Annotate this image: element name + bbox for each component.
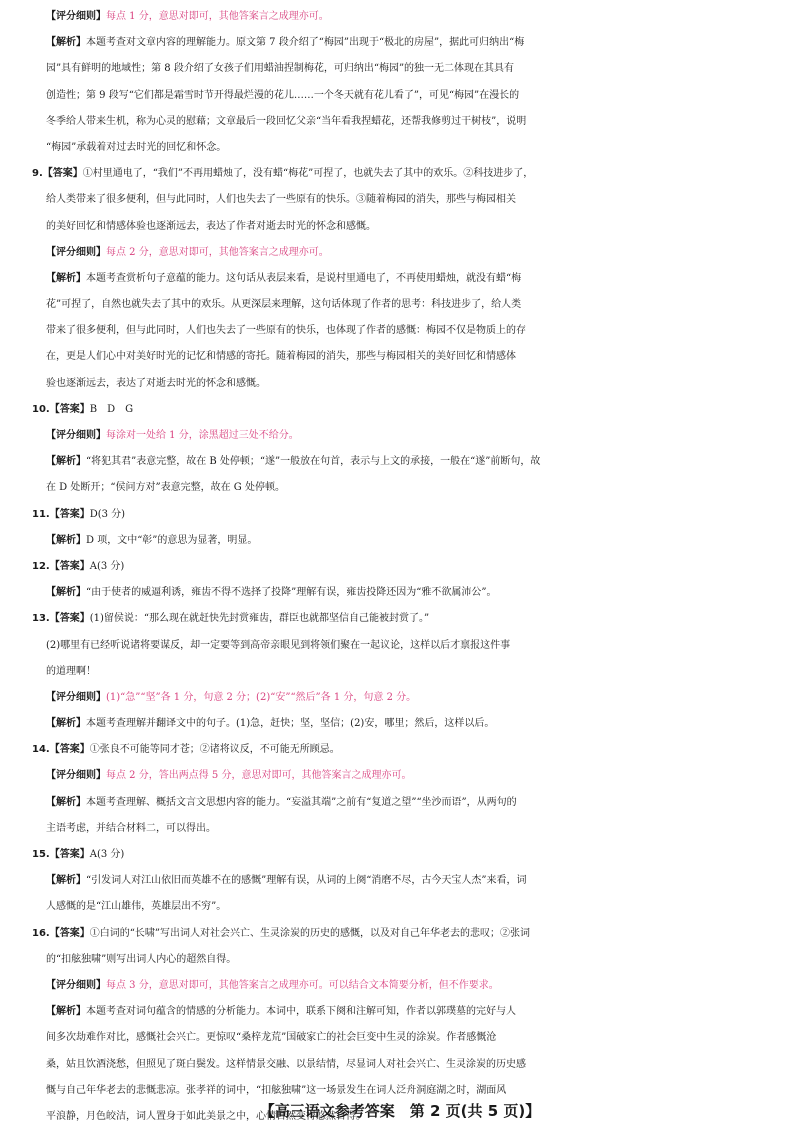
section-tag: 【评分细则】 xyxy=(46,11,106,22)
text-line xyxy=(0,737,800,763)
body-text: 验也逐渐远去，表达了对逝去时光的怀念和感慨。 xyxy=(46,377,266,389)
text-line xyxy=(0,109,800,135)
body-text: 间多次劫难作对比，感慨社会兴亡。更惊叹“桑梓龙荒”国破家亡的社会巨变中生灵的涂炭。作者感慨沧 xyxy=(46,1032,497,1044)
text-line xyxy=(0,266,800,292)
body-text: 创造性；第 9 段写“它们都是霜雪时节开得最烂漫的花儿……一个冬天就有花儿看了”，可见“梅园”在漫长的 xyxy=(46,89,520,101)
page-footer: 【高三语文参考答案 第 2 页(共 5 页)】 xyxy=(259,1102,541,1120)
text-line xyxy=(0,842,800,868)
body-text: 在，更是人们心中对美好时光的记忆和情感的寄托。随着梅园的消失，那些与梅园相关的美好回忆和情感体 xyxy=(46,351,516,363)
text-line xyxy=(0,135,800,161)
body-text: 本题考查对文章内容的理解能力。原文第 7 段介绍了“梅园”出现于“极北的房屋”，据此可归纳出“梅 xyxy=(86,37,525,49)
question-number: 12. xyxy=(32,560,50,572)
text-line xyxy=(0,4,800,30)
text-line xyxy=(0,711,800,737)
question-number: 11. xyxy=(32,508,50,520)
section-tag: 【解析】 xyxy=(46,272,86,284)
scoring-text: 每涂对一处给 1 分，涂黑超过三处不给分。 xyxy=(106,430,299,441)
text-line xyxy=(0,763,800,789)
text-line xyxy=(0,56,800,82)
text-line xyxy=(0,606,800,632)
body-text: 桑，姑且饮酒浇愁，但照见了斑白鬓发。这样情景交融、以景结情，尽显词人对社会兴亡、生灵涂炭的历史感 xyxy=(46,1058,526,1070)
body-text: 给人类带来了很多便利，但与此同时，人们也失去了一些原有的快乐。③随着梅园的消失，那些与梅园相关 xyxy=(46,194,516,206)
text-line xyxy=(0,921,800,947)
section-tag: 【评分细则】 xyxy=(46,691,106,703)
body-text: “将犯其君”表意完整，故在 B 处停顿；“遂”一般放在句首，表示与上文的承接，一般在“遂”前断句，故 xyxy=(86,456,541,468)
text-line xyxy=(0,999,800,1025)
section-tag: 【答案】 xyxy=(49,403,90,415)
text-line xyxy=(0,580,800,606)
section-tag: 【解析】 xyxy=(46,875,86,887)
question-number: 14. xyxy=(32,744,50,756)
body-text: A(3 分) xyxy=(89,560,125,572)
section-tag: 【答案】 xyxy=(49,560,90,572)
body-text: ①张良不可能等同才苍；②诸将议反，不可能无所顾忌。 xyxy=(89,744,340,756)
text-line xyxy=(0,292,800,318)
section-tag: 【评分细则】 xyxy=(46,979,106,991)
body-text: 本题考查对词句蕴含的情感的分析能力。本词中，联系下阕和注解可知，作者以郭璞墓的完好与人 xyxy=(86,1006,516,1018)
text-line xyxy=(0,1052,800,1078)
text-line xyxy=(0,633,800,659)
body-text: D 项，文中“彰”的意思为显著，明显。 xyxy=(86,534,258,546)
body-text: A(3 分) xyxy=(89,849,125,860)
body-text: ①村里通电了，“我们”不再用蜡烛了，没有蜡“梅花”可捏了，也就失去了其中的欢乐。②科技进步了， xyxy=(82,168,534,180)
body-text: 在 D 处断开；“侯问方对”表意完整，故在 G 处停顿。 xyxy=(46,482,285,494)
text-line xyxy=(0,83,800,109)
body-text: B D G xyxy=(89,403,134,415)
body-text: 的道理啊！ xyxy=(46,665,96,677)
body-text: 本题考查理解并翻译文中的句子。(1)急，赶快；坚，坚信；(2)安，哪里；然后，这样以后。 xyxy=(86,718,495,730)
text-line xyxy=(0,894,800,920)
section-tag: 【评分细则】 xyxy=(46,770,106,782)
body-text: 人感慨的是“江山雄伟，英雄层出不穷”。 xyxy=(46,901,227,913)
section-tag: 【评分细则】 xyxy=(46,246,106,258)
section-tag: 【答案】 xyxy=(49,927,90,939)
body-text: 的美好回忆和情感体验也逐渐远去，表达了作者对逝去时光的怀念和感慨。 xyxy=(46,220,376,232)
text-line xyxy=(0,685,800,711)
scoring-text: (1)“急”“坚”各 1 分，句意 2 分；(2)“安”“然后”各 1 分，句意 2 分。 xyxy=(106,691,417,703)
section-tag: 【答案】 xyxy=(49,744,90,756)
text-line xyxy=(0,397,800,423)
text-line xyxy=(0,1025,800,1051)
question-number: 10. xyxy=(32,403,50,415)
body-text: (1)留侯说：“那么现在就赶快先封赏雍齿，群臣也就都坚信自己能被封赏了。” xyxy=(89,613,430,625)
text-line xyxy=(0,214,800,240)
text-line xyxy=(0,423,800,449)
scoring-text: 每点 1 分，意思对即可，其他答案言之成理亦可。 xyxy=(106,11,329,22)
section-tag: 【答案】 xyxy=(49,849,90,860)
body-text: 主语考虑，并结合材料二，可以得出。 xyxy=(46,822,216,834)
text-line xyxy=(0,187,800,213)
body-text: 本题考查理解、概括文言文思想内容的能力。“妄溢其端”之前有“复道之望”“坐沙而语”，从两句的 xyxy=(86,796,517,808)
section-tag: 【答案】 xyxy=(49,613,90,625)
text-line xyxy=(0,318,800,344)
section-tag: 【解析】 xyxy=(46,796,86,808)
body-text: 平浪静，月色皎洁，词人置身于如此美景之中，心情自然变得悠然自得。 xyxy=(46,1110,366,1122)
text-line xyxy=(0,475,800,501)
body-text: D(3 分) xyxy=(89,508,126,520)
text-line xyxy=(0,973,800,999)
body-text: ①白词的“长啸”写出词人对社会兴亡、生灵涂炭的历史的感慨，以及对自己年华老去的悲叹；②张词 xyxy=(89,927,530,939)
body-text: 冬季给人带来生机，称为心灵的慰藉；文章最后一段回忆父亲“当年看我捏蜡花，还帮我修剪过干树枝”，说明 xyxy=(46,115,527,127)
body-text: 带来了很多便利，但与此同时，人们也失去了一些原有的快乐，也体现了作者的感慨：梅园不仅是物质上的存 xyxy=(46,325,526,337)
text-line xyxy=(0,502,800,528)
section-tag: 【解析】 xyxy=(46,718,86,730)
text-line xyxy=(0,371,800,397)
body-text: “引发词人对江山依旧而英雄不在的感慨”理解有误，从词的上阕“消磨不尽，古今天宝人杰”来看，词 xyxy=(86,875,527,887)
scoring-text: 每点 2 分，答出两点得 5 分，意思对即可，其他答案言之成理亦可。 xyxy=(106,770,412,782)
text-line xyxy=(0,161,800,187)
section-tag: 【解析】 xyxy=(46,456,86,468)
section-tag: 【评分细则】 xyxy=(46,430,106,441)
scoring-text: 每点 3 分，意思对即可，其他答案言之成理亦可。可以结合文本简要分析，但不作要求。 xyxy=(106,979,499,991)
section-tag: 【解析】 xyxy=(46,37,86,49)
body-text: 花”可捏了，自然也就失去了其中的欢乐。从更深层来理解，这句话体现了作者的思考：科技进步了，给人类 xyxy=(46,299,522,311)
text-line xyxy=(0,554,800,580)
question-number: 16. xyxy=(32,927,50,939)
section-tag: 【解析】 xyxy=(46,587,86,599)
section-tag: 【答案】 xyxy=(42,168,83,180)
body-text: 园”具有鲜明的地域性；第 8 段介绍了女孩子们用蜡油捏制梅花，可归纳出“梅园”的独一无二体现在其具有 xyxy=(46,63,515,75)
text-line xyxy=(0,240,800,266)
text-line xyxy=(0,947,800,973)
text-line xyxy=(0,344,800,370)
text-line xyxy=(0,528,800,554)
text-line xyxy=(0,449,800,475)
question-number: 9. xyxy=(32,168,43,180)
body-text: 慨与自己年华老去的悲慨悲凉。张孝祥的词中，“扣舷独啸”这一场景发生在词人泛舟洞庭湖之时，湖面风 xyxy=(46,1084,507,1096)
text-line xyxy=(0,30,800,56)
question-number: 15. xyxy=(32,849,50,860)
section-tag: 【解析】 xyxy=(46,1006,86,1018)
text-line xyxy=(0,659,800,685)
body-text: 本题考查赏析句子意蕴的能力。这句话从表层来看，是说村里通电了，不再使用蜡烛，就没有蜡“梅 xyxy=(86,272,522,284)
text-line xyxy=(0,790,800,816)
section-tag: 【答案】 xyxy=(49,508,90,520)
section-tag: 【解析】 xyxy=(46,534,86,546)
body-text: 的“扣舷独啸”则写出词人内心的超然自得。 xyxy=(46,953,237,965)
scoring-text: 每点 2 分，意思对即可，其他答案言之成理亦可。 xyxy=(106,246,329,258)
body-text: “由于使者的威逼利诱，雍齿不得不选择了投降”理解有误，雍齿投降还因为“雅不欲属沛公”。 xyxy=(86,587,497,599)
body-text: (2)哪里有已经听说诸将要谋反，却一定要等到高帝亲眼见到将领们聚在一起议论，这样以后才禀报这件事 xyxy=(46,639,511,651)
text-line xyxy=(0,816,800,842)
text-line xyxy=(0,868,800,894)
body-text: “梅园”承载着对过去时光的回忆和怀念。 xyxy=(46,141,227,153)
question-number: 13. xyxy=(32,613,50,625)
